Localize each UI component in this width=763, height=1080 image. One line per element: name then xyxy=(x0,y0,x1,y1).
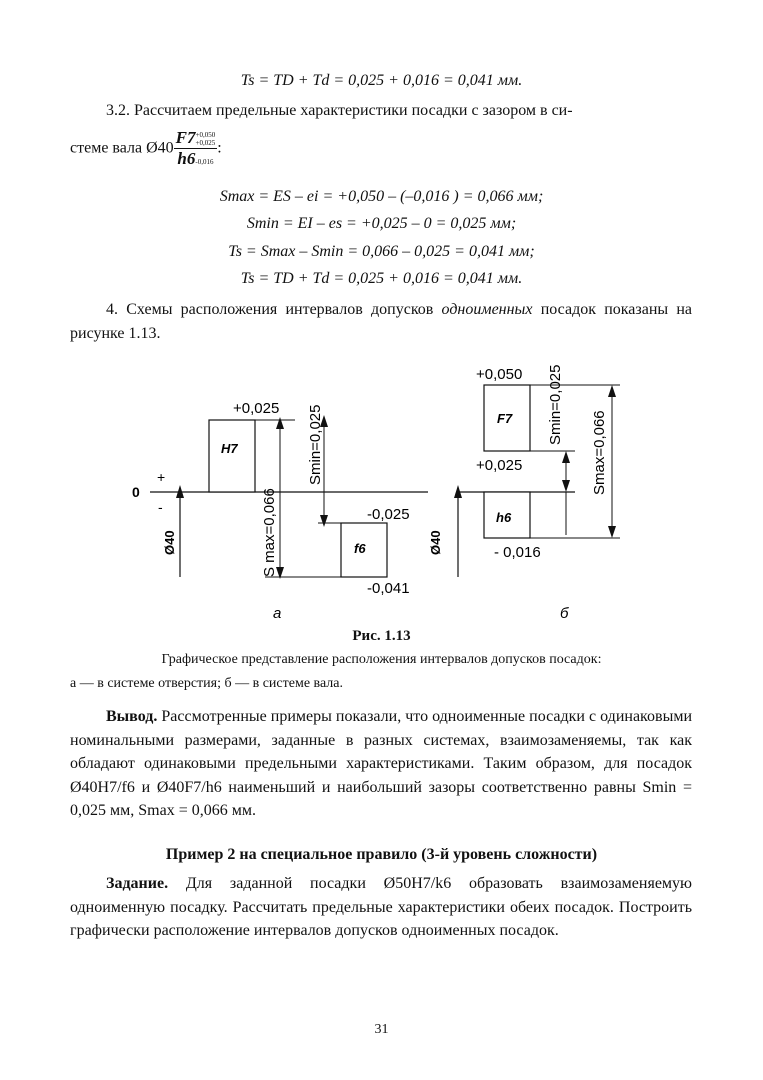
b-smax-label: Smax=0,066 xyxy=(591,410,608,495)
a-hole-h7-zone xyxy=(209,420,255,492)
fit-num-lower: +0,025 xyxy=(195,139,216,148)
conclusion-paragraph xyxy=(70,705,692,823)
task-lead: Задание. xyxy=(106,875,169,892)
task-paragraph xyxy=(70,872,692,943)
fit-fraction xyxy=(174,128,218,169)
a-smin-arrow-down xyxy=(320,515,328,527)
b-smax-arrow-down xyxy=(608,526,616,538)
a-hole-upper-value: +0,025 xyxy=(233,400,280,417)
figure-caption-line1: Графическое представление расположения интервалов допусков посадок: xyxy=(161,652,602,667)
fit-num-main: F7 xyxy=(175,128,196,147)
fit-den-dev: -0,016 xyxy=(195,158,214,166)
task-text: Для заданной посадки Ø50H7/k6 образовать взаимозаменяемую одноименную посадку. Рассчитать предельные характеристики обеих посадок. Построить графически расположение интервалов допусков одноименных посадок. xyxy=(70,875,692,939)
conclusion-lead: Вывод. xyxy=(106,708,158,725)
sec4-before: 4. Схемы расположения интервалов допусков xyxy=(106,301,442,318)
page-number: 31 xyxy=(374,1022,389,1037)
a-dia-label: Ø40 xyxy=(162,530,177,555)
equation-ts-td: Ts = TD + Td = 0,025 + 0,016 = 0,041 мм. xyxy=(240,270,523,287)
equation-ts-top: Ts = TD + Td = 0,025 + 0,016 = 0,041 мм. xyxy=(240,72,523,89)
b-shaft-lower-value: - 0,016 xyxy=(494,544,541,561)
section-4-paragraph xyxy=(70,298,692,345)
equation-ts-s: Ts = Smax – Smin = 0,066 – 0,025 = 0,041 мм; xyxy=(228,243,535,260)
fit-prefix: стеме вала Ø40 xyxy=(70,139,174,157)
b-shaft-h6-label: h6 xyxy=(496,510,512,525)
a-shaft-upper-value: -0,025 xyxy=(367,506,410,523)
a-plus-sign: + xyxy=(157,469,166,485)
fit-num-upper: +0,050 xyxy=(195,131,216,140)
a-caption: а xyxy=(273,605,282,622)
b-hole-lower-value: +0,025 xyxy=(476,457,523,474)
fit-den-main: h6 xyxy=(177,149,196,168)
b-smax-arrow-up xyxy=(608,385,616,397)
figure-caption-line2: а — в системе отверстия; б — в системе вала. xyxy=(70,676,343,691)
b-dia-label: Ø40 xyxy=(428,530,443,555)
b-smin-arrow-up xyxy=(562,451,570,463)
equation-smin: Smin = EI – es = +0,025 – 0 = 0,025 мм; xyxy=(246,215,517,232)
section-3-2-line1: 3.2. Рассчитаем предельные характеристики посадки с зазором в си- xyxy=(106,102,573,119)
figure-1-13 xyxy=(0,355,763,635)
sec4-italic: одноименных xyxy=(441,301,533,318)
a-shaft-f6-label: f6 xyxy=(354,541,366,556)
sec4-after: посадок показаны на рисунке 1.13. xyxy=(70,301,692,342)
a-smax-arrow-up xyxy=(276,417,284,429)
equation-smax: Smax = ES – ei = +0,050 – (–0,016 ) = 0,066 мм; xyxy=(219,188,544,205)
figure-title: Рис. 1.13 xyxy=(352,628,411,644)
section-3-2-line2 xyxy=(70,128,222,174)
a-hole-h7-label: H7 xyxy=(221,441,238,456)
a-zero-label: 0 xyxy=(132,484,140,500)
example-2-title: Пример 2 на специальное правило (3-й уровень сложности) xyxy=(165,846,598,863)
b-smin-label: Smin=0,025 xyxy=(547,364,564,445)
b-smin-arrow-down xyxy=(562,480,570,492)
a-smin-label: Smin=0,025 xyxy=(307,404,324,485)
b-hole-upper-value: +0,050 xyxy=(476,366,523,383)
a-minus-sign: - xyxy=(158,499,163,515)
a-shaft-lower-value: -0,041 xyxy=(367,580,410,597)
b-caption: б xyxy=(560,605,569,622)
conclusion-text: Рассмотренные примеры показали, что одноименные посадки с одинаковыми номинальными размерами, заданные в разных системах, взаимозаменяемы, так как обладают одинаковыми предельными характеристиками. Таким образом, для посадок Ø40H7/f6 и Ø40F7/h6 наименьший и наибольший зазоры соответственно равны Smin = 0,025 мм, Smax = 0,066 мм. xyxy=(70,708,692,819)
b-hole-f7-label: F7 xyxy=(497,411,513,426)
fit-suffix: : xyxy=(217,139,222,157)
a-smax-label: S max=0,066 xyxy=(261,488,278,577)
